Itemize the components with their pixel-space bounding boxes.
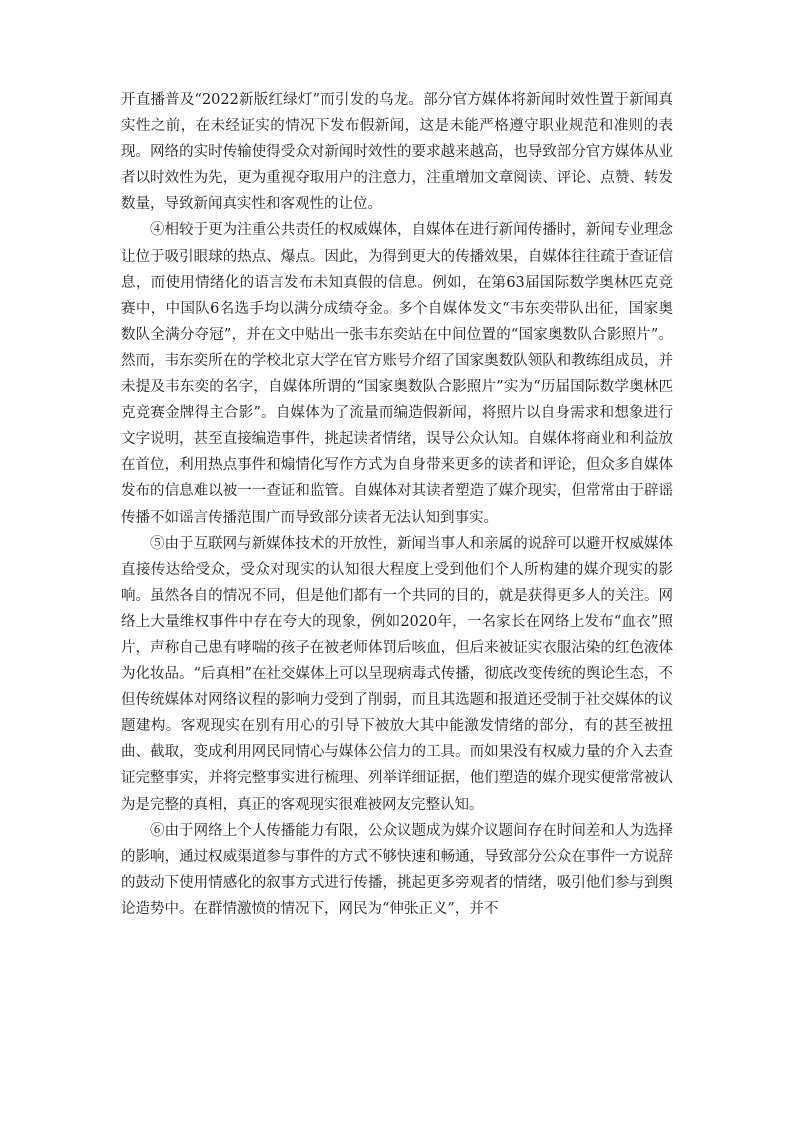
- paragraph-2: ④相较于更为注重公共责任的权威媒体，自媒体在进行新闻传播时，新闻专业理念让位于吸引眼球的热点、爆点。因此，为得到更大的传播效果，自媒体往往疏于查证信息，而使用情绪化的语言发布未知真假的信息。例如，在第63届国际数学奥林匹克竞赛中，中国队6名选手均以满分成绩夺金。多个自媒体发文“韦东奕带队出征，国家奥数队全满分夺冠”，并在文中贴出一张韦东奕站在中间位置的“国家奥数队合影照片”。然而，韦东奕所在的学校北京大学在官方账号介绍了国家奥数队领队和教练组成员，并未提及韦东奕的名字，自媒体所谓的“国家奥数队合影照片”实为“历届国际数学奥林匹克竞赛金牌得主合影”。自媒体为了流量而编造假新闻，将照片以自身需求和想象进行文字说明，甚至直接编造事件，挑起读者情绪，误导公众认知。自媒体将商业和利益放在首位，利用热点事件和煽情化写作方式为自身带来更多的读者和评论，但众多自媒体发布的信息难以被一一查证和监管。自媒体对其读者塑造了媒介现实，但常常由于辟谣传播不如谣言传播范围广而导致部分读者无法认知到事实。: [121, 222, 673, 526]
- document-page: [121, 87, 673, 922]
- paragraph-4: ⑥由于网络上个人传播能力有限，公众议题成为媒介议题间存在时间差和人为选择的影响，通过权威渠道参与事件的方式不够快速和畅通，导致部分公众在事件一方说辞的鼓动下使用情感化的叙事方式进行传播，挑起更多旁观者的情绪，吸引他们参与到舆论造势中。在群情激愤的情况下，网民为“伸张正义”，并不: [121, 822, 673, 917]
- paragraph-1: 开直播普及“2022新版红绿灯”而引发的乌龙。部分官方媒体将新闻时效性置于新闻真实性之前，在未经证实的情况下发布假新闻，这是未能严格遵守职业规范和准则的表现。网络的实时传输使得受众对新闻时效性的要求越来越高，也导致部分官方媒体从业者以时效性为先，更为重视夺取用户的注意力，注重增加文章阅读、评论、点赞、转发数量，导致新闻真实性和客观性的让位。: [121, 92, 673, 213]
- paragraph-3: ⑤由于互联网与新媒体技术的开放性，新闻当事人和亲属的说辞可以避开权威媒体直接传达给受众，受众对现实的认知很大程度上受到他们个人所构建的媒介现实的影响。虽然各自的情况不同，但是他们都有一个共同的目的，就是获得更多人的关注。网络上大量维权事件中存在夸大的现象，例如2020年，一名家长在网络上发布“血衣”照片，声称自己患有哮喘的孩子在被老师体罚后咳血，但后来被证实衣服沾染的红色液体为化妆品。“后真相”在社交媒体上可以呈现病毒式传播，彻底改变传统的舆论生态，不但传统媒体对网络议程的影响力受到了削弱，而且其选题和报道还受制于社交媒体的议题建构。客观现实在别有用心的引导下被放大其中能激发情绪的部分，有的甚至被扭曲、截取，变成利用网民同情心与媒体公信力的工具。而如果没有权威力量的介入去查证完整事实，并将完整事实进行梳理、列举详细证据，他们塑造的媒介现实便常常被认为是完整的真相，真正的客观现实很难被网友完整认知。: [121, 535, 673, 813]
